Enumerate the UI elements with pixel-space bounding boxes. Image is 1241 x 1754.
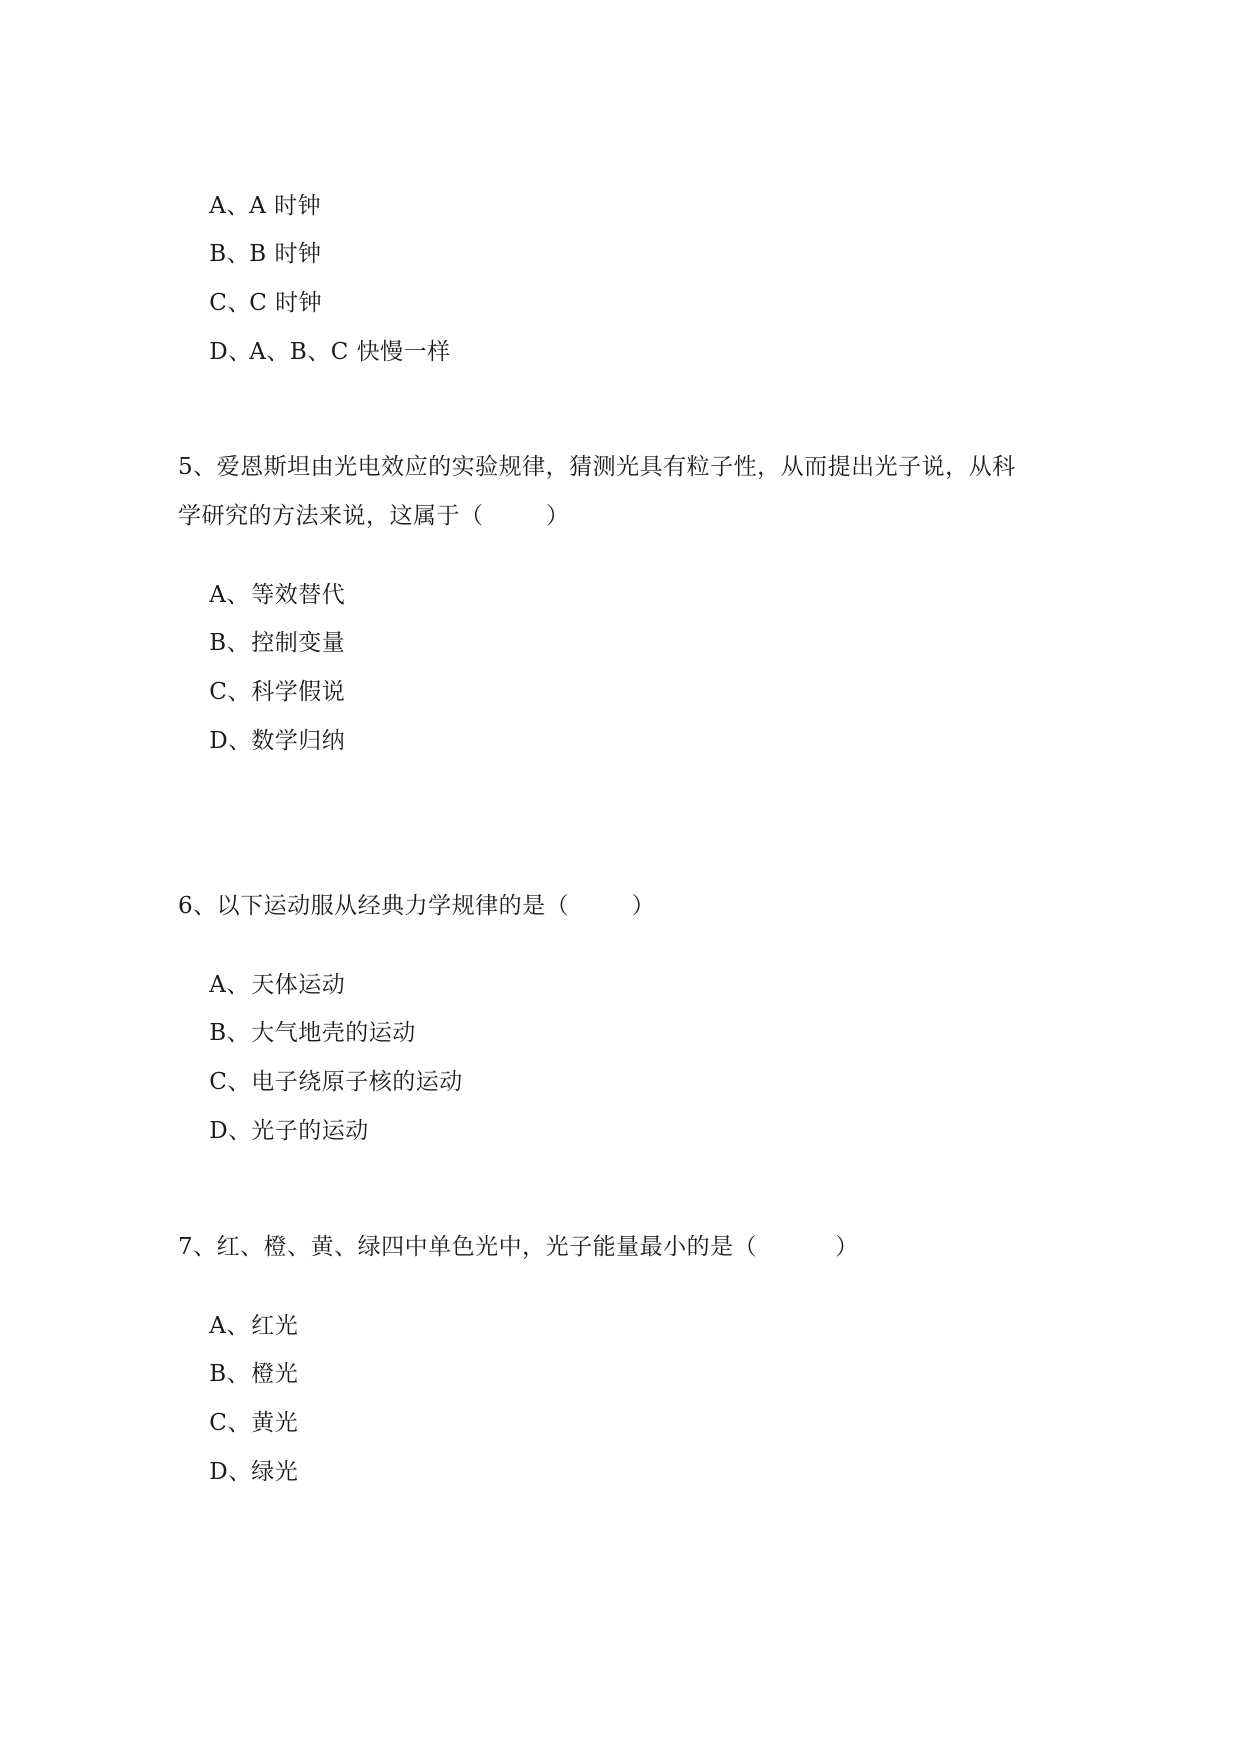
q7-option-d	[178, 1427, 298, 1517]
option-label: B、	[209, 1361, 251, 1387]
q5-stem-line-2: 学研究的方法来说，这属于（ ）	[178, 503, 570, 529]
option-label: C、	[209, 1410, 251, 1436]
q6-option-d	[178, 1086, 369, 1176]
option-label: D、	[209, 339, 252, 365]
option-text: B 时钟	[249, 241, 322, 267]
option-text: 控制变量	[251, 630, 346, 656]
option-text: 光子的运动	[251, 1118, 369, 1144]
option-label: C、	[209, 1069, 251, 1095]
option-text: 黄光	[251, 1410, 299, 1436]
option-text: 绿光	[251, 1459, 299, 1485]
option-label: D、	[209, 1118, 252, 1144]
option-text: 电子绕原子核的运动	[251, 1069, 463, 1095]
option-text: 橙光	[251, 1361, 299, 1387]
option-label: D、	[209, 728, 252, 754]
option-label: A、	[209, 972, 250, 998]
q6-stem: 6、以下运动服从经典力学规律的是（ ）	[178, 893, 656, 919]
option-label: B、	[209, 630, 251, 656]
option-text: 数学归纳	[251, 728, 346, 754]
option-label: A、	[209, 582, 250, 608]
option-text: A、B、C 快慢一样	[249, 339, 451, 365]
q5-stem-line-1: 5、爱恩斯坦由光电效应的实验规律，猜测光具有粒子性，从而提出光子说，从科	[178, 454, 1016, 480]
option-text: C 时钟	[249, 290, 323, 316]
option-label: A、	[209, 193, 250, 219]
option-text: 大气地壳的运动	[251, 1020, 416, 1046]
option-label: C、	[209, 290, 251, 316]
q7-stem: 7、红、橙、黄、绿四中单色光中，光子能量最小的是（ ）	[178, 1234, 859, 1260]
option-label: B、	[209, 1020, 251, 1046]
option-label: A、	[209, 1313, 250, 1339]
option-text: 等效替代	[251, 582, 346, 608]
q4-option-d	[178, 307, 451, 397]
option-label: B、	[209, 241, 251, 267]
option-label: C、	[209, 679, 251, 705]
q5-option-d	[178, 696, 345, 786]
option-text: 科学假说	[251, 679, 346, 705]
option-text: 天体运动	[251, 972, 346, 998]
option-text: 红光	[251, 1313, 299, 1339]
option-label: D、	[209, 1459, 252, 1485]
option-text: A 时钟	[249, 193, 322, 219]
